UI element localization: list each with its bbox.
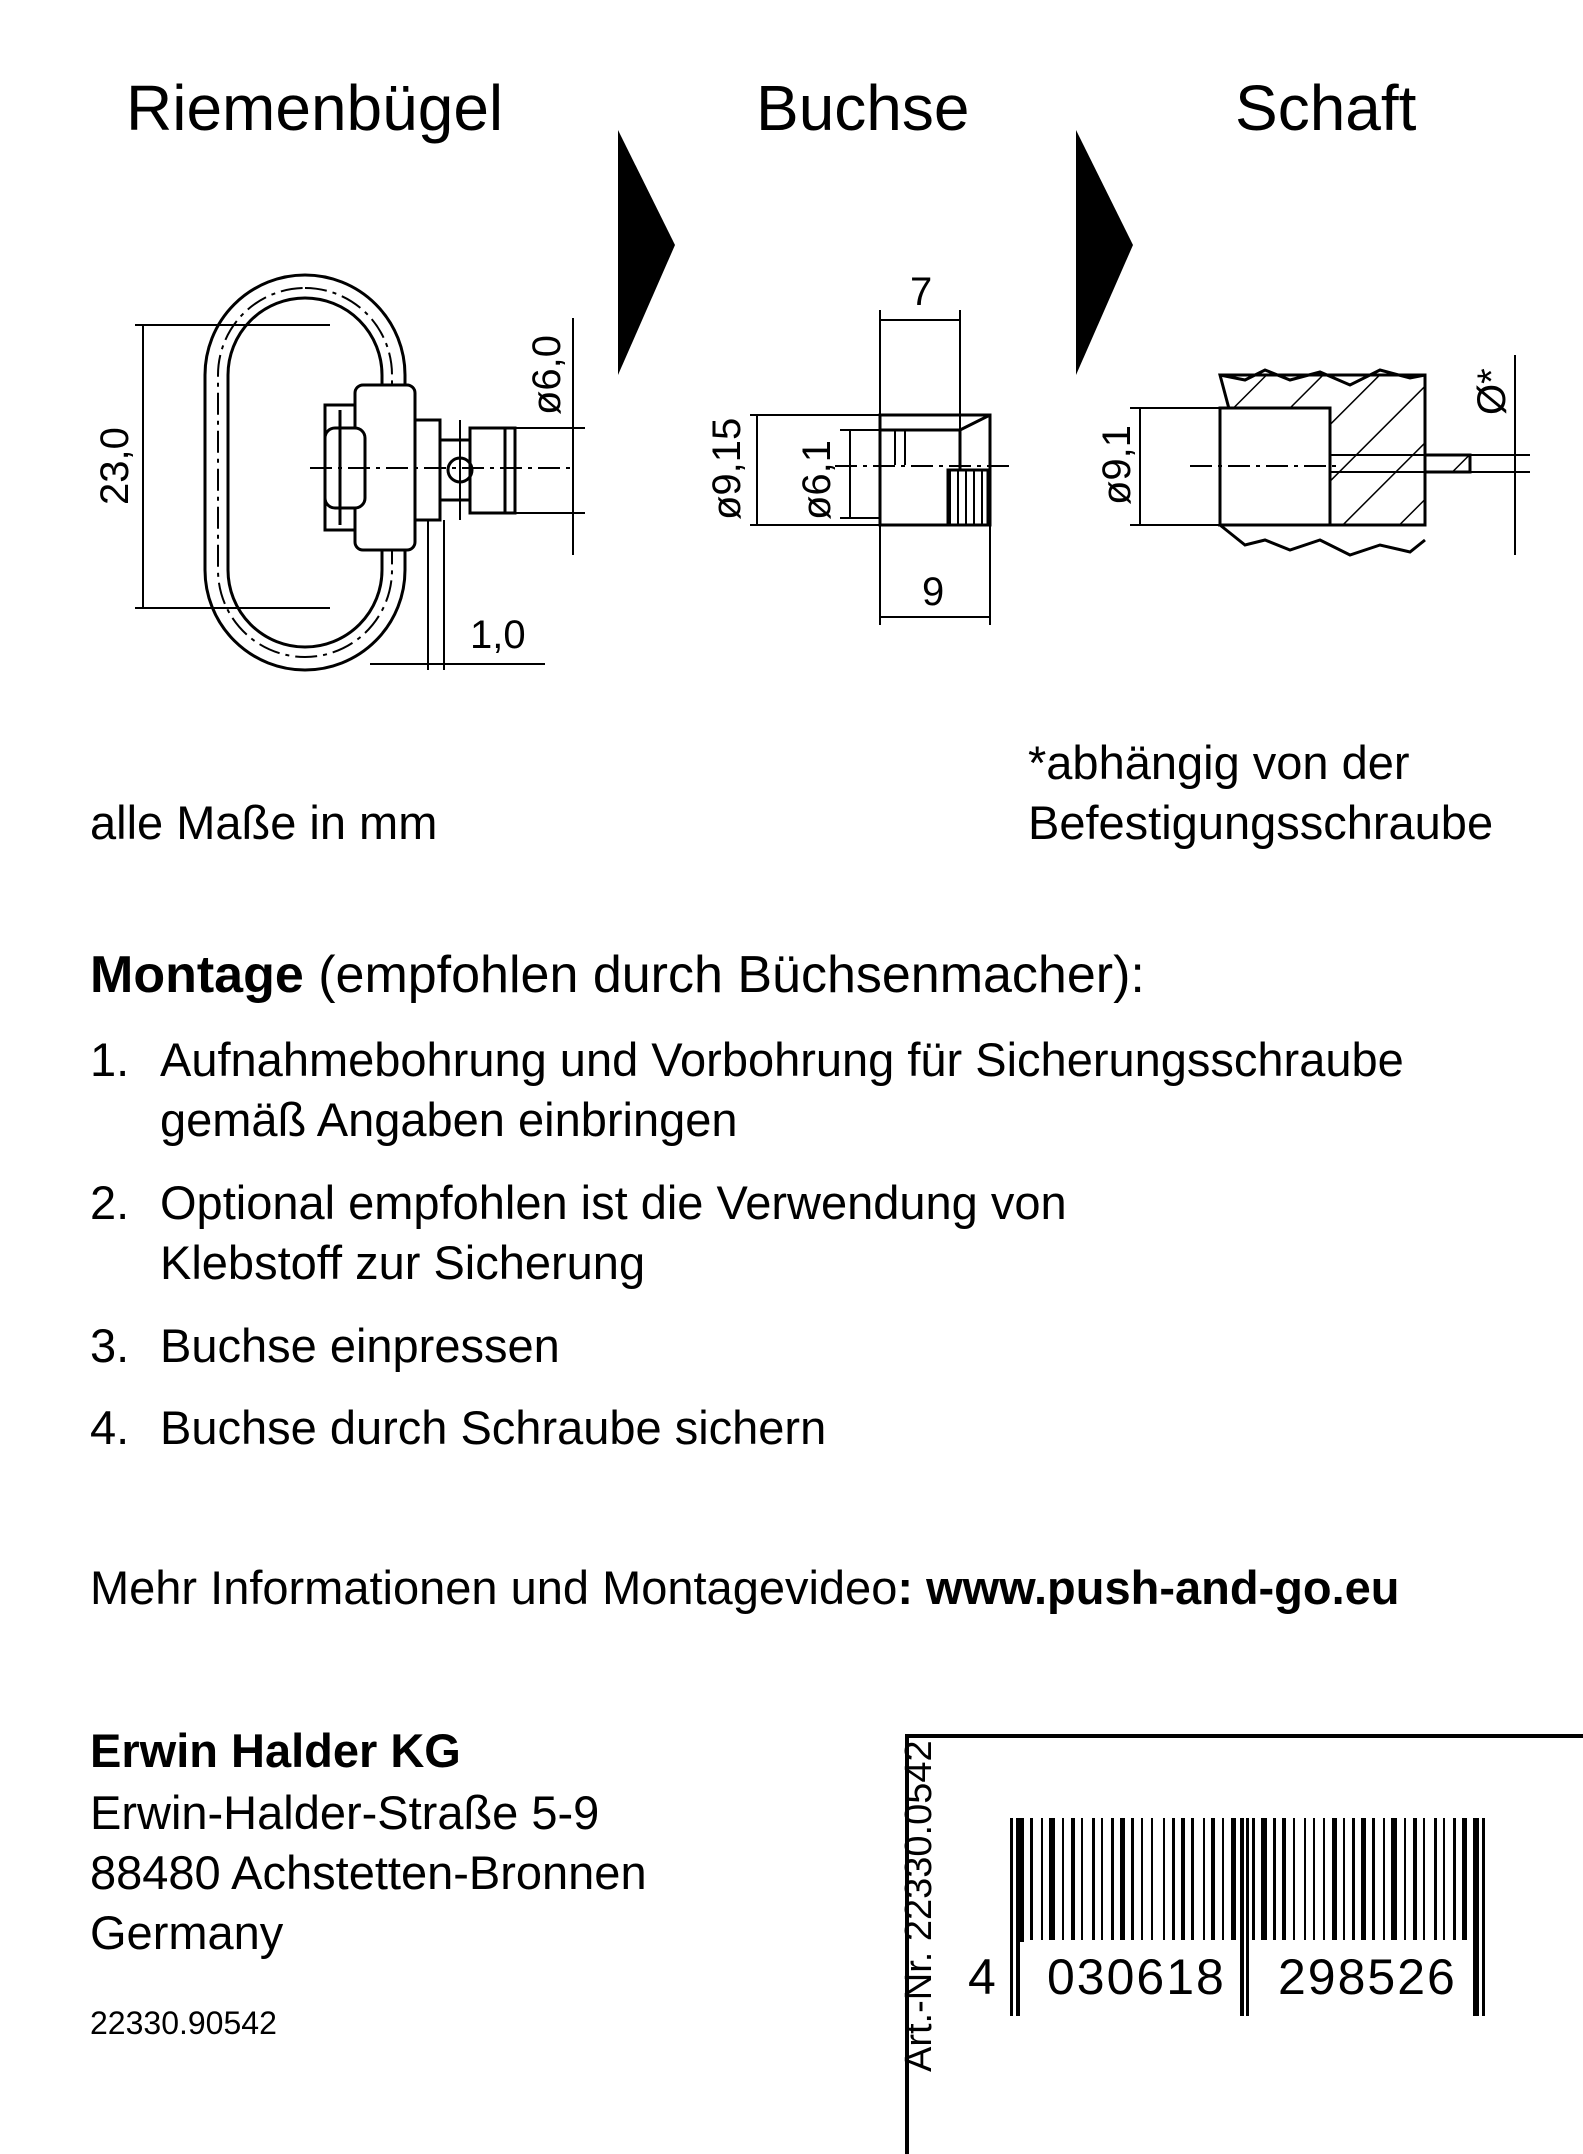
barcode-bar [1231,1818,1236,1940]
barcode-bar [1041,1818,1043,1940]
barcode-bar [1141,1818,1143,1940]
company-name: Erwin Halder KG [90,1724,461,1777]
barcode-bar [1343,1818,1345,1940]
barcode-bar [1293,1818,1295,1940]
barcode-bar [1120,1818,1125,1940]
barcode-bar [1332,1818,1337,1940]
barcode-guard-bar [1246,1818,1249,2016]
barcode-guard-bar [1476,1818,1479,2016]
barcode-bar [1423,1818,1425,1940]
barcode-bar [1383,1818,1385,1940]
barcode-bar [1203,1818,1205,1940]
step-number: 3. [90,1319,130,1372]
barcode-bar [1473,1818,1476,2016]
barcode-bar [1062,1818,1064,1940]
article-number: Art.-Nr. 22330.0542 [898,1740,940,2072]
barcode-bar [1049,1818,1055,1940]
barcode-bar [1181,1818,1185,1940]
montage-title-bold: Montage [90,946,304,1004]
barcode-bar [1092,1818,1095,1940]
barcode-bar [1131,1818,1134,1940]
step-text: Buchse einpressen [160,1319,560,1372]
header-strap-eye: Riemenbügel [126,72,504,144]
barcode-bar [1413,1818,1417,1940]
more-info-colon: : [897,1561,913,1614]
barcode-bar [1261,1818,1267,1940]
barcode-bar [1453,1818,1456,1940]
barcode-bar [1273,1818,1276,1940]
barcode-bar [1252,1818,1255,1940]
barcode-guard-bar [1482,1818,1485,2016]
dim-eye-diameter: ø6,0 [525,334,569,415]
barcode-bar [1111,1818,1114,1940]
footnote-line2: Befestigungsschraube [1028,796,1494,849]
barcode-bar [1191,1818,1194,1940]
barcode-bar [1172,1818,1175,1940]
barcode-bar [1372,1818,1375,1940]
barcode-bar [1071,1818,1075,1940]
step-text: Buchse durch Schraube sichern [160,1401,827,1454]
barcode-guard-bar [1010,1818,1013,2016]
barcode-guard-bar [1016,1818,1019,2016]
barcode-bar [1313,1818,1315,1940]
website-link[interactable]: www.push-and-go.eu [926,1561,1400,1614]
dim-eye-gap: 1,0 [470,613,526,657]
company-city: 88480 Achstetten-Bronnen [90,1846,647,1899]
footnote-line1: *abhängig von der [1028,736,1410,789]
barcode-bar [1352,1818,1355,1940]
barcode-bar [1361,1818,1366,1940]
step-text: Aufnahmebohrung und Vorbohrung für Sicherungsschraube gemäß Angaben einbringen [160,1033,1404,1146]
barcode-bar [1282,1818,1286,1940]
barcode-bar [1304,1818,1306,1940]
barcode-bar [1030,1818,1033,1940]
barcode-digit-group2: 298526 [1278,1949,1457,2005]
barcode-bar [1222,1818,1224,1940]
step-number: 2. [90,1176,130,1229]
barcode-bar [1211,1818,1215,1940]
montage-title-rest: (empfohlen durch Büchsenmacher): [303,946,1145,1004]
dim-shaft-bore: ø9,1 [1095,424,1139,505]
dim-socket-top: 7 [910,270,933,314]
dim-socket-inner: ø6,1 [795,439,839,520]
barcode-guard-bar [1240,1818,1243,2016]
step-text: Optional empfohlen ist die Verwendung von Klebstoff zur Sicherung [160,1176,1067,1289]
barcode-bar [1443,1818,1445,1940]
barcode-bar [1151,1818,1153,1940]
barcode-digit-first: 4 [968,1949,996,2005]
barcode-bar [1163,1818,1165,1940]
more-info-text: Mehr Informationen und Montagevideo [90,1561,898,1614]
barcode-digit-group1: 030618 [1047,1949,1226,2005]
barcode-bar [1081,1818,1083,1940]
barcode-bar [1404,1818,1406,1940]
header-socket: Buchse [756,72,970,144]
barcode-bar [1434,1818,1437,1940]
dim-eye-height: 23,0 [93,427,137,505]
product-code: 22330.90542 [90,2005,277,2041]
dim-shaft-screw: Ø* [1470,368,1514,415]
barcode-bar [1323,1818,1325,1940]
step-number: 4. [90,1401,130,1454]
barcode-bar [1101,1818,1103,1940]
header-shaft: Schaft [1235,72,1417,144]
barcode-bar [1391,1818,1397,1940]
step-number: 1. [90,1033,130,1086]
company-country: Germany [90,1906,284,1959]
dim-socket-outer: ø9,15 [705,417,749,520]
dim-socket-bottom: 9 [922,570,945,614]
company-street: Erwin-Halder-Straße 5-9 [90,1786,600,1839]
units-note: alle Maße in mm [90,796,438,849]
barcode-bar [1462,1818,1467,1940]
